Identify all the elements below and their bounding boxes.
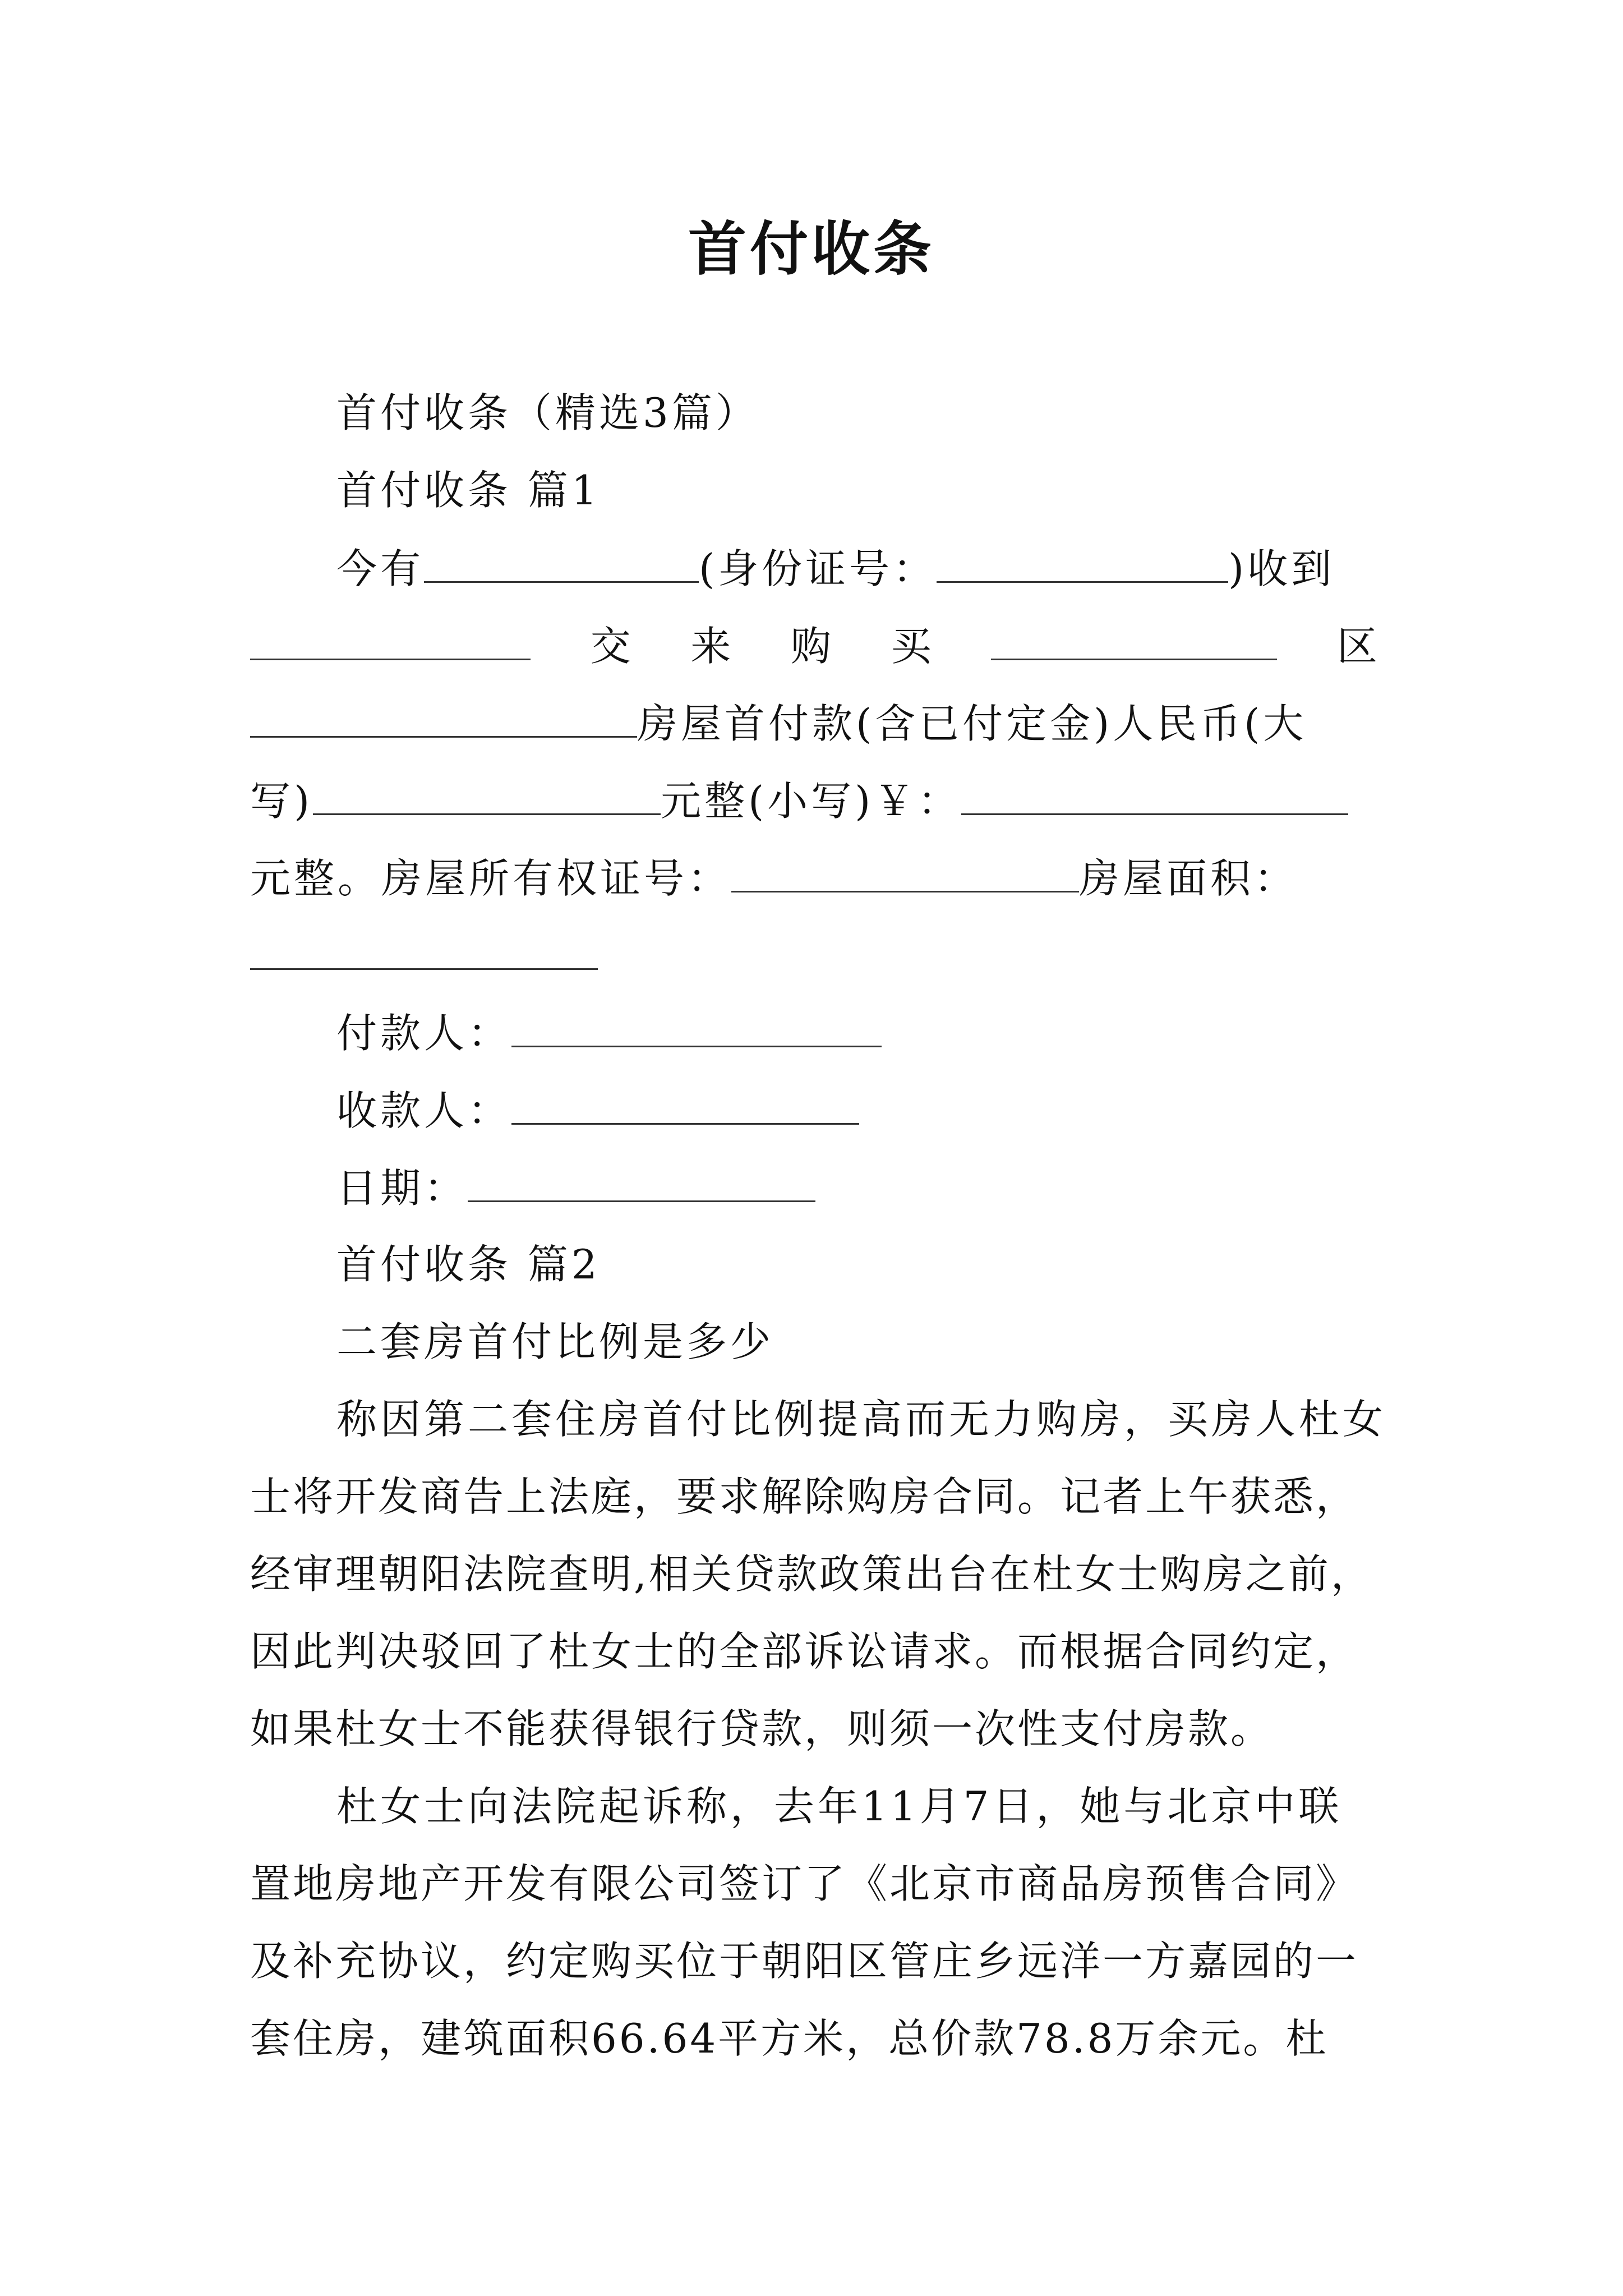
paragraph-line: 置地房地产开发有限公司签订了《北京市商品房预售合同》: [250, 1860, 1359, 1907]
blank-payer-name: [424, 547, 699, 583]
subtitle-line: 首付收条（精选3篇）: [336, 389, 759, 436]
receipt-line-4: [250, 777, 1348, 825]
paragraph-line: 套住房，建筑面积66.64平方米，总价款78.8万余元。杜: [250, 2015, 1329, 2062]
payer-line: [336, 1010, 882, 1057]
paragraph-line: 杜女士向法院起诉称，去年11月7日，她与北京中联: [336, 1783, 1343, 1830]
text-segment: 区: [1336, 623, 1377, 670]
text-segment: 元整。房屋所有权证号：: [250, 855, 732, 902]
text-segment: 交: [590, 623, 631, 670]
section-heading-2: 首付收条 篇2: [336, 1241, 601, 1288]
date-line: [336, 1165, 815, 1212]
receipt-line-5: [250, 855, 1298, 902]
blank-payee-signature: [511, 1089, 859, 1125]
paragraph-line: 士将开发商告上法庭，要求解除购房合同。记者上午获悉，: [250, 1473, 1359, 1520]
blank-amount-words: [313, 780, 661, 815]
paragraph-line: 如果杜女士不能获得银行贷款，则须一次性支付房款。: [250, 1705, 1274, 1752]
paragraph-line: 因此判决驳回了杜女士的全部诉讼请求。而根据合同约定，: [250, 1628, 1359, 1675]
blank-property: [250, 702, 637, 738]
text-segment: 元整(小写)￥：: [661, 777, 962, 825]
text-segment: 写): [250, 777, 313, 825]
receipt-line-1: [336, 545, 1335, 592]
date-label: 日期：: [336, 1165, 468, 1212]
text-segment: )收到: [1228, 545, 1335, 592]
section-subheading: 二套房首付比例是多少: [336, 1318, 774, 1365]
blank-area: [250, 935, 598, 970]
paragraph-line: 经审理朝阳法院查明,相关贷款政策出台在杜女士购房之前，: [250, 1550, 1373, 1598]
blank-payer: [250, 625, 531, 660]
text-segment: 购: [790, 623, 831, 670]
text-segment: 买: [891, 623, 932, 670]
payer-label: 付款人：: [336, 1010, 512, 1057]
text-segment: (身份证号：: [699, 545, 937, 592]
payee-line: [336, 1087, 859, 1134]
section-heading-1: 首付收条 篇1: [336, 467, 601, 514]
payee-label: 收款人：: [336, 1087, 512, 1134]
text-segment: 房屋面积：: [1079, 855, 1298, 902]
text-segment: 来: [690, 623, 731, 670]
paragraph-line: 及补充协议，约定购买位于朝阳区管庄乡远洋一方嘉园的一: [250, 1938, 1359, 1985]
text-segment: 今有: [336, 545, 425, 592]
blank-id-number: [937, 547, 1228, 583]
blank-amount-figures: [961, 780, 1348, 815]
paragraph-line: 称因第二套住房首付比例提高而无力购房，买房人杜女: [336, 1396, 1387, 1443]
receipt-line-2: [250, 623, 1377, 670]
blank-payer-signature: [511, 1012, 882, 1047]
receipt-line-6: [250, 935, 598, 976]
blank-district: [991, 625, 1277, 660]
text-segment: 房屋首付款(含已付定金)人民币(大: [637, 700, 1307, 747]
blank-ownership-cert: [731, 857, 1079, 892]
blank-date: [468, 1167, 815, 1202]
document-title: 首付收条: [688, 215, 935, 283]
receipt-line-3: [250, 700, 1307, 747]
